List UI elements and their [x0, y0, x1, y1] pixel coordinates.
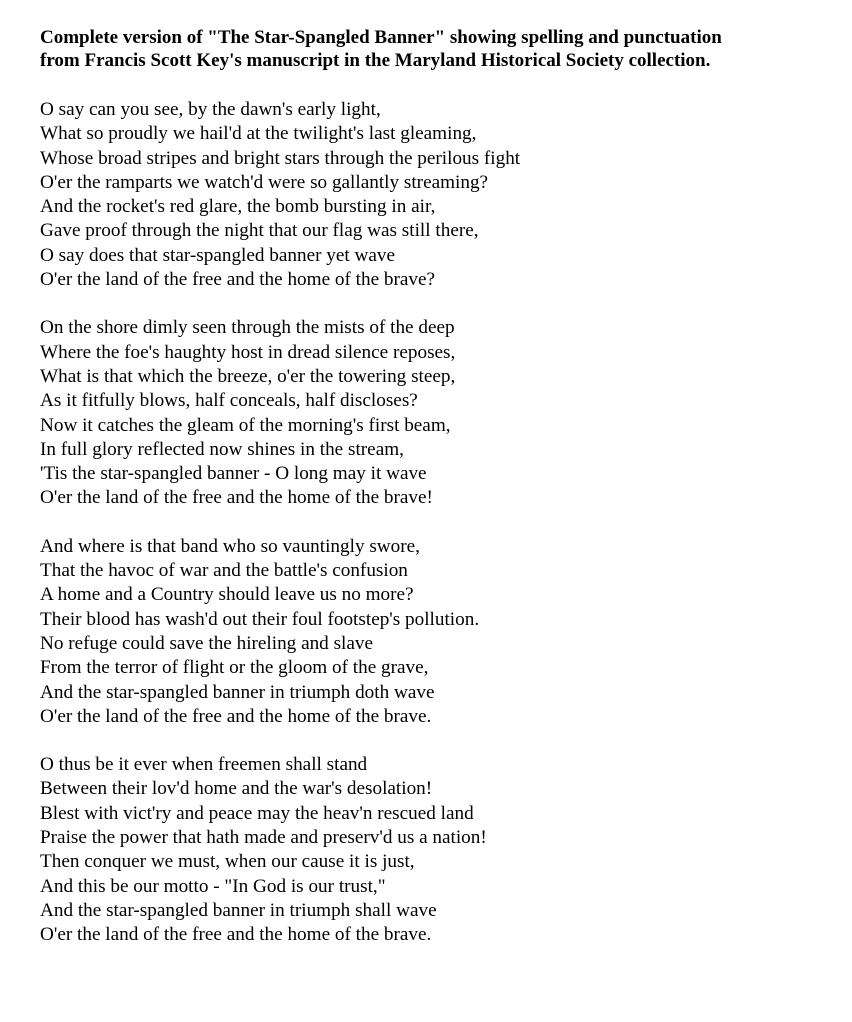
verse-1 [40, 98, 840, 292]
verse-line: O'er the ramparts we watch'd were so gallantly streaming? [40, 171, 489, 193]
verse-line: And this be our motto - "In God is our trust," [40, 875, 386, 897]
verse-line: Blest with vict'ry and peace may the heav'n rescued land [40, 802, 474, 824]
verse-line: Where the foe's haughty host in dread silence reposes, [40, 341, 456, 363]
verse-line: O'er the land of the free and the home of the brave? [40, 269, 436, 291]
verse-line: Their blood has wash'd out their foul footstep's pollution. [40, 608, 480, 630]
verse-line: Then conquer we must, when our cause it is just, [40, 851, 415, 873]
verse-3 [40, 535, 840, 729]
verse-line: No refuge could save the hireling and slave [40, 632, 373, 654]
verse-2 [40, 316, 840, 510]
heading-line: from Francis Scott Key's manuscript in the Maryland Historical Society collection. [40, 50, 711, 71]
heading-line: Complete version of "The Star-Spangled Banner" showing spelling and punctuation [40, 27, 722, 48]
verse-line: O say can you see, by the dawn's early light, [40, 99, 381, 120]
verse-line: A home and a Country should leave us no more? [40, 584, 414, 606]
verse-line: O'er the land of the free and the home of the brave! [40, 487, 433, 509]
verse-line: That the havoc of war and the battle's confusion [40, 560, 408, 582]
document-heading [40, 26, 840, 72]
verse-line: In full glory reflected now shines in the stream, [40, 438, 404, 460]
verse-line: O thus be it ever when freemen shall stand [40, 754, 368, 776]
verse-line: As it fitfully blows, half conceals, half discloses? [40, 390, 418, 412]
verse-line: Whose broad stripes and bright stars through the perilous fight [40, 147, 521, 169]
verse-line: 'Tis the star-spangled banner - O long may it wave [40, 463, 427, 485]
verse-line: Praise the power that hath made and preserv'd us a nation! [40, 827, 487, 849]
verse-line: Gave proof through the night that our flag was still there, [40, 220, 479, 242]
verse-line: And the star-spangled banner in triumph doth wave [40, 681, 435, 703]
verse-line: O say does that star-spangled banner yet wave [40, 244, 395, 266]
verse-line: On the shore dimly seen through the mists of the deep [40, 317, 455, 339]
verse-line: And where is that band who so vauntingly swore, [40, 535, 420, 557]
verse-line: And the star-spangled banner in triumph shall wave [40, 899, 437, 921]
verse-line: O'er the land of the free and the home of the brave. [40, 705, 432, 727]
verse-line: From the terror of flight or the gloom of the grave, [40, 657, 429, 679]
verse-line: And the rocket's red glare, the bomb bursting in air, [40, 196, 436, 218]
document-page [40, 26, 840, 972]
verse-line: What so proudly we hail'd at the twilight's last gleaming, [40, 123, 477, 145]
verse-line: What is that which the breeze, o'er the towering steep, [40, 365, 456, 387]
verse-line: O'er the land of the free and the home of the brave. [40, 924, 432, 946]
verse-line: Now it catches the gleam of the morning's first beam, [40, 414, 451, 436]
verse-4 [40, 753, 840, 947]
verse-line: Between their lov'd home and the war's desolation! [40, 778, 433, 800]
